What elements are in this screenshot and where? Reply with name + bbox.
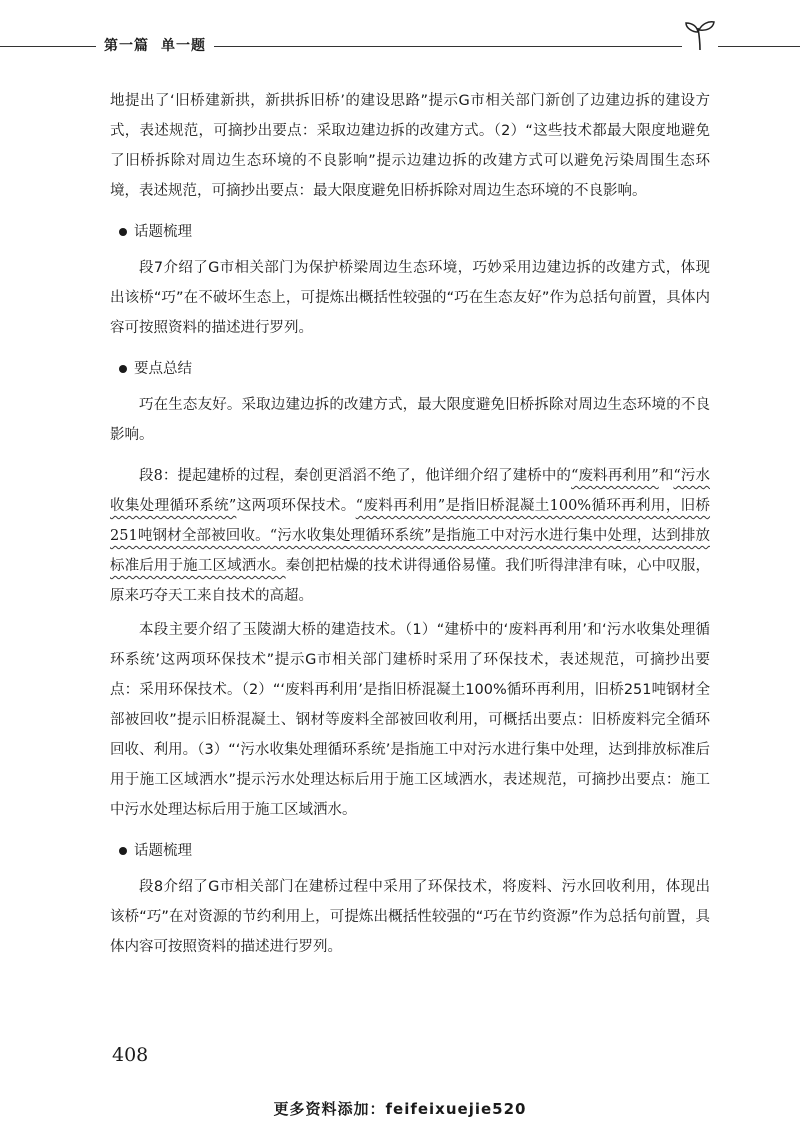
excerpt-underlined: “废料再利用” — [570, 468, 659, 484]
page-body — [110, 86, 710, 973]
chapter-label: 第一篇 — [104, 38, 149, 54]
excerpt-underlined: “污水收集处理循环系统”是指施工中对污水进行集中处理，达到排放标准后用于施工区域洒水。 — [110, 528, 710, 574]
source-excerpt — [110, 461, 710, 611]
bullet-heading: 话题梳理 — [110, 836, 710, 866]
analysis-paragraph: 本段主要介绍了玉陵湖大桥的建造技术。（1）“建桥中的‘废料再利用’和‘污水收集处理循环系统’这两项环保技术”提示G市相关部门建桥时采用了环保技术，表述规范，可摘抄出要点：采用环保技术。（2）“‘废料再利用’是指旧桥混凝土100%循环再利用，旧桥251吨钢材全部被回收”提示旧桥混凝土、钢材等废料全部被回收利用，可概括出要点：旧桥废料完全循环回收、利用。（3）“‘污水收集处理循环系统’是指施工中对污水进行集中处理，达到排放标准后用于施工区域洒水”提示污水处理达标后用于施工区域洒水，表述规范，可摘抄出要点：施工中污水处理达标后用于施工区域洒水。 — [110, 622, 710, 818]
page-number: 408 — [112, 1044, 149, 1066]
summary-paragraph: 巧在生态友好。采取边建边拆的改建方式，最大限度避免旧桥拆除对周边生态环境的不良影响。 — [110, 397, 710, 443]
excerpt-text: 这两项环保技术。 — [236, 498, 356, 514]
excerpt-underlined: “废料再利用”是指旧桥混凝土100%循环再利用，旧桥251吨钢材全部被回收。 — [110, 498, 711, 544]
excerpt-underlined: “污水收集处理循环系统” — [110, 468, 710, 514]
bullet-heading: 话题梳理 — [110, 217, 710, 247]
topic-paragraph: 段8介绍了G市相关部门在建桥过程中采用了环保技术，将废料、污水回收利用，体现出该桥“巧”在对资源的节约利用上，可提炼出概括性较强的“巧在节约资源”作为总括句前置，具体内容可按照资料的描述进行罗列。 — [110, 879, 710, 955]
excerpt-text: 和 — [658, 468, 674, 484]
sprout-icon — [682, 18, 718, 52]
section-label: 单一题 — [161, 38, 206, 54]
footer-note: 更多资料添加：feifeixuejie520 — [273, 1100, 527, 1118]
topic-paragraph: 段7介绍了G市相关部门为保护桥梁周边生态环境，巧妙采用边建边拆的改建方式，体现出该桥“巧”在不破坏生态上，可提炼出概括性较强的“巧在生态友好”作为总括句前置，具体内容可按照资料的描述进行罗列。 — [110, 260, 710, 336]
running-header — [96, 36, 214, 56]
excerpt-text: 秦创把枯燥的技术讲得通俗易懂。我们听得津津有味，心中叹服，原来巧夺天工来自技术的高超。 — [110, 558, 711, 604]
analysis-paragraph: 地提出了‘旧桥建新拱，新拱拆旧桥’的建设思路”提示G市相关部门新创了边建边拆的建设方式，表述规范，可摘抄出要点：采取边建边拆的改建方式。（2）“这些技术都最大限度地避免了旧桥拆除对周边生态环境的不良影响”提示边建边拆的改建方式可以避免污染周围生态环境，表述规范，可摘抄出要点：最大限度避免旧桥拆除对周边生态环境的不良影响。 — [110, 93, 710, 199]
bullet-heading: 要点总结 — [110, 354, 710, 384]
excerpt-text: 段8：提起建桥的过程，秦创更滔滔不绝了，他详细介绍了建桥中的 — [139, 468, 571, 484]
